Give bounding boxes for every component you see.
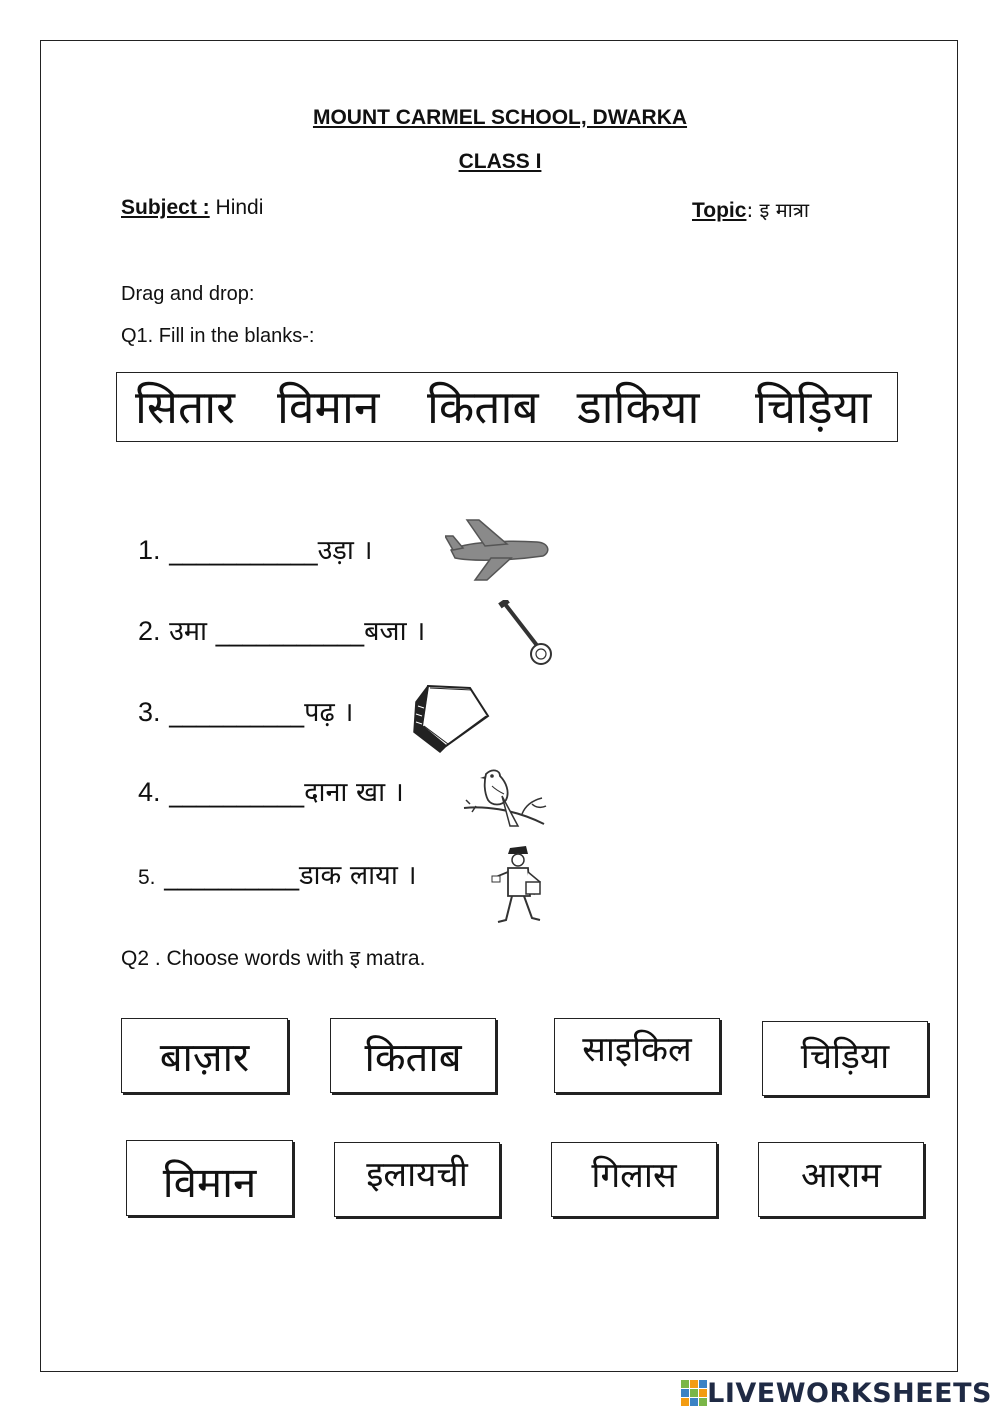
subject-label: Subject :: [121, 196, 210, 219]
word-bank: [116, 372, 898, 442]
q1-instruction: Q1. Fill in the blanks-:: [121, 325, 315, 347]
topic-line: [692, 196, 809, 223]
word-card[interactable]: चिड़िया: [762, 1021, 928, 1096]
liveworksheets-mark-icon: [681, 1380, 707, 1406]
liveworksheets-logo[interactable]: [681, 1377, 992, 1409]
question-4: [138, 772, 404, 809]
question-3: [138, 692, 353, 729]
word-card[interactable]: विमान: [126, 1140, 293, 1216]
topic-label: Topic: [692, 199, 747, 222]
brand-name: LIVEWORKSHEETS: [707, 1377, 992, 1409]
question-text[interactable]: __________दाना खा ।: [160, 777, 404, 808]
airplane-icon: [445, 516, 553, 584]
word-card[interactable]: इलायची: [334, 1142, 500, 1217]
drag-drop-instruction: Drag and drop:: [121, 283, 255, 305]
class-title: CLASS I: [458, 150, 542, 173]
word-bank-item[interactable]: किताब: [427, 380, 539, 434]
word-bank-item[interactable]: विमान: [277, 380, 380, 434]
question-number: 1.: [138, 535, 161, 565]
subject-line: [121, 196, 263, 220]
word-bank-item[interactable]: चिड़िया: [755, 380, 872, 434]
word-card[interactable]: गिलास: [551, 1142, 717, 1217]
word-card[interactable]: आराम: [758, 1142, 924, 1217]
bird-icon: [462, 764, 548, 834]
word-card[interactable]: बाज़ार: [121, 1018, 288, 1093]
question-text[interactable]: उमा ___________बजा ।: [160, 616, 426, 647]
question-number: 2.: [138, 616, 161, 646]
q2-prompt: Q2 . Choose words with इ matra.: [121, 947, 426, 970]
school-name: MOUNT CARMEL SCHOOL, DWARKA: [312, 106, 688, 129]
question-text[interactable]: __________डाक लाया ।: [155, 860, 417, 891]
word-bank-item[interactable]: सितार: [135, 380, 235, 434]
question-1: [138, 530, 373, 567]
question-number: 3.: [138, 697, 161, 727]
question-number: 4.: [138, 777, 161, 807]
subject-value: Hindi: [215, 196, 264, 219]
question-2: [138, 611, 425, 648]
question-number: 5.: [138, 866, 156, 889]
word-card[interactable]: साइकिल: [554, 1018, 720, 1093]
question-text[interactable]: __________पढ़ ।: [160, 697, 354, 728]
topic-value: : इ मात्रा: [746, 198, 810, 222]
book-icon: [410, 682, 492, 754]
postman-icon: [490, 842, 550, 926]
question-text[interactable]: ___________उड़ा ।: [160, 535, 373, 566]
question-5: [138, 855, 417, 892]
word-card[interactable]: किताब: [330, 1018, 496, 1093]
word-bank-item[interactable]: डाकिया: [577, 380, 700, 434]
sitar-icon: [495, 600, 555, 668]
